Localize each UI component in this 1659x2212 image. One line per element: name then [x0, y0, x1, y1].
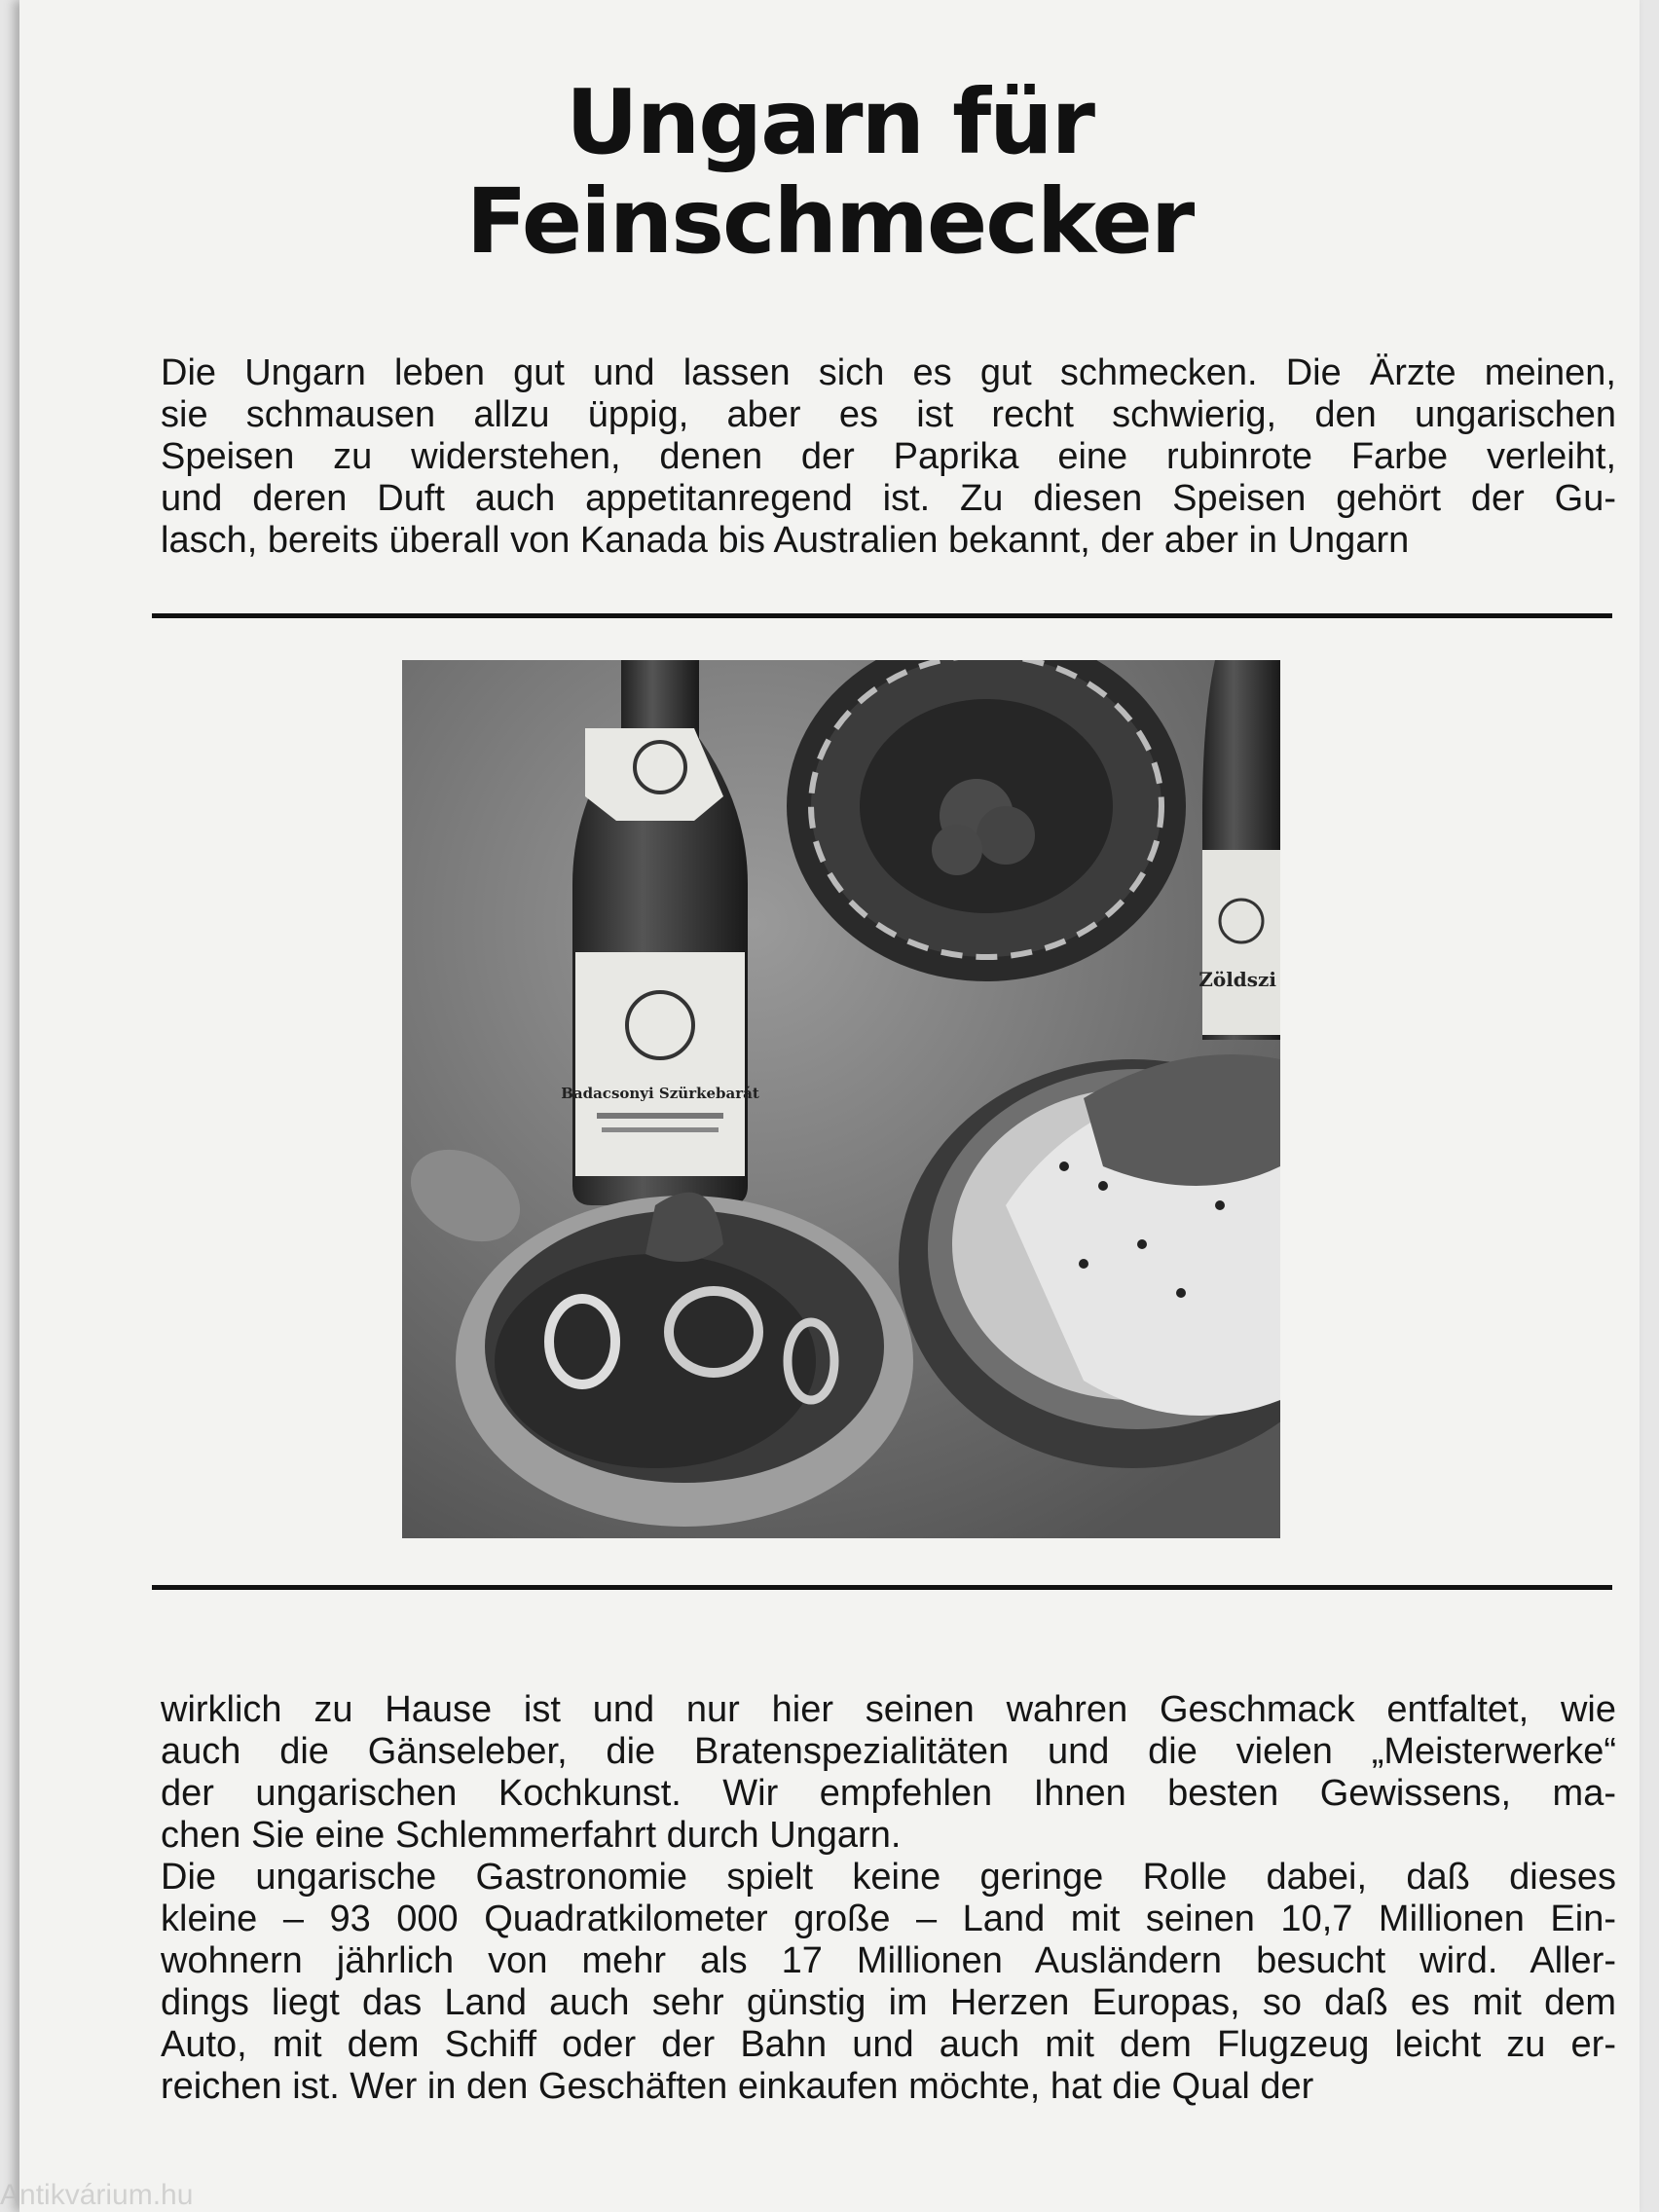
text-line: chen Sie eine Schlemmerfahrt durch Ungarn.: [161, 1815, 902, 1856]
text-line: reichen ist. Wer in den Geschäften einkaufen möchte, hat die Qual der: [161, 2066, 1314, 2107]
text-line: der ungarischen Kochkunst. Wir empfehlen Ihnen besten Gewissens, ma-: [161, 1773, 1616, 1814]
bottle-label-text: Zöldszi: [1198, 968, 1276, 991]
brochure-page: [19, 0, 1640, 2212]
watermark: Antikvárium.hu: [0, 2179, 194, 2211]
divider-top: [152, 613, 1612, 618]
bottle-label-text: Badacsonyi Szürkebarát: [561, 1085, 759, 1102]
text-line: Die ungarische Gastronomie spielt keine geringe Rolle dabei, daß dieses: [161, 1857, 1616, 1898]
title-line-1: Ungarn für: [566, 70, 1093, 174]
text-line: Auto, mit dem Schiff oder der Bahn und auch mit dem Flugzeug leicht zu er-: [161, 2024, 1616, 2065]
text-line: wirklich zu Hause ist und nur hier seinen wahren Geschmack entfaltet, wie: [161, 1689, 1616, 1730]
text-line: dings liegt das Land auch sehr günstig im Herzen Europas, so daß es mit dem: [161, 1982, 1616, 2023]
photo-illustration: [402, 660, 1280, 1538]
food-photo: [402, 660, 1280, 1538]
text-line: lasch, bereits überall von Kanada bis Australien bekannt, der aber in Ungarn: [161, 520, 1410, 561]
intro-paragraph: [161, 352, 1616, 562]
divider-bottom: [152, 1585, 1612, 1590]
text-line: und deren Duft auch appetitanregend ist. Zu diesen Speisen gehört der Gu-: [161, 478, 1616, 519]
page-title: [19, 70, 1640, 274]
text-line: kleine – 93 000 Quadratkilometer große – Land mit seinen 10,7 Millionen Ein-: [161, 1899, 1616, 1939]
text-line: sie schmausen allzu üppig, aber es ist recht schwierig, den ungarischen: [161, 394, 1616, 435]
text-line: auch die Gänseleber, die Bratenspezialitäten und die vielen „Meisterwerke“: [161, 1731, 1616, 1772]
wine-bottle-right: [1198, 660, 1280, 1040]
text-line: Speisen zu widerstehen, denen der Paprika eine rubinrote Farbe verleiht,: [161, 436, 1616, 477]
text-line: wohnern jährlich von mehr als 17 Millionen Ausländern besucht wird. Aller-: [161, 1940, 1616, 1981]
body-paragraph: [161, 1689, 1616, 2108]
title-line-2: Feinschmecker: [465, 169, 1194, 274]
text-line: Die Ungarn leben gut und lassen sich es gut schmecken. Die Ärzte meinen,: [161, 352, 1616, 393]
